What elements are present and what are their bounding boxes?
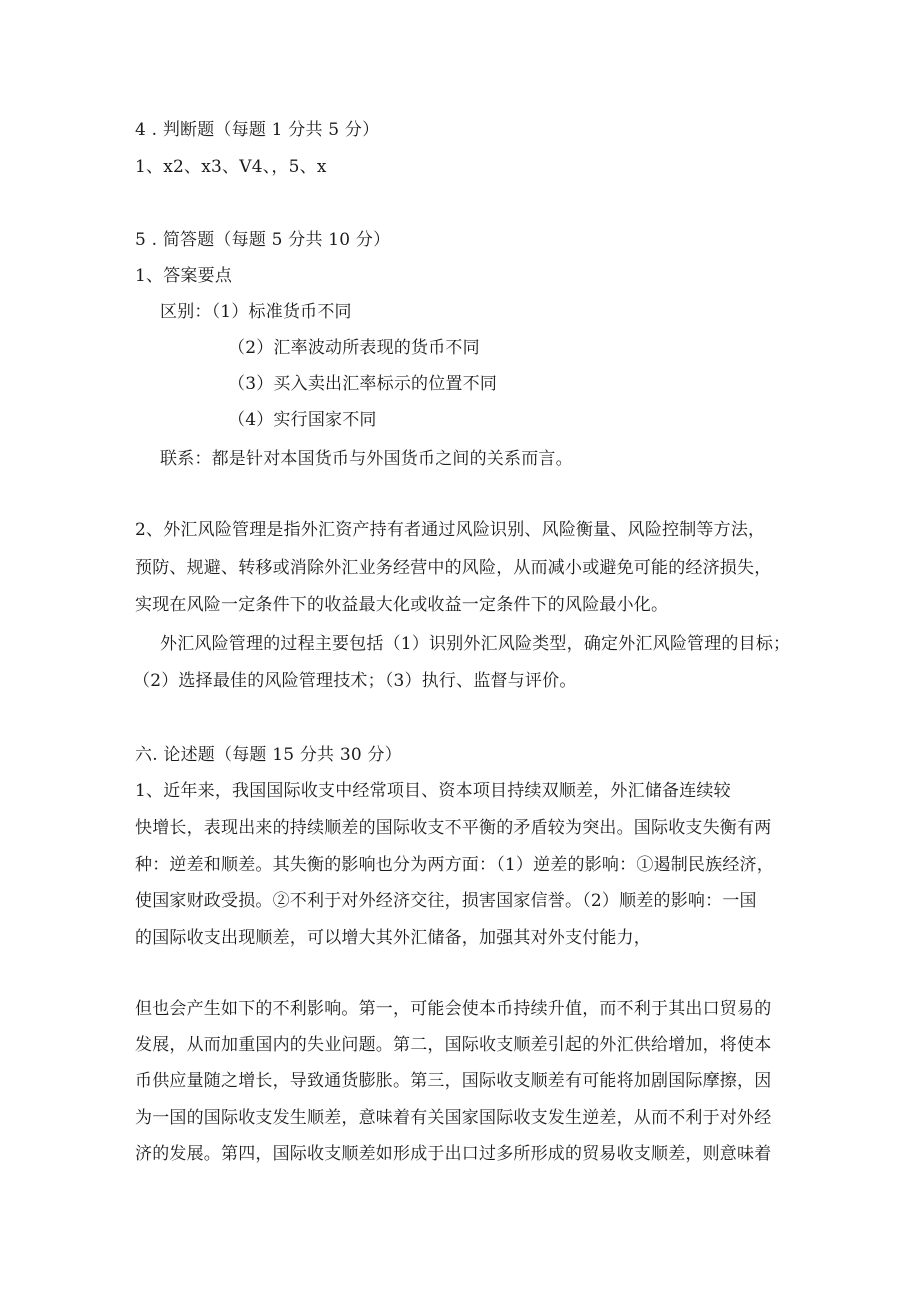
section5-q1-title: 1、答案要点 [135, 266, 233, 286]
section5-q1-diff-3: （3）买入卖出汇率标示的位置不同 [228, 374, 498, 394]
section6-q1-line-3: 种：逆差和顺差。其失衡的影响也分为两方面：（1）逆差的影响：①遏制民族经济， [135, 855, 774, 875]
section6-q1-line-10: 济的发展。第四，国际收支顺差如形成于出口过多所形成的贸易收支顺差，则意味着 [135, 1144, 772, 1164]
section4-answers: 1、x2、x3、V4、，5、x [135, 157, 327, 177]
section5-q2-line-2: 预防、规避、转移或消除外汇业务经营中的风险，从而减小或避免可能的经济损失， [135, 558, 772, 578]
section5-heading: 5 . 简答题（每题 5 分共 10 分） [135, 230, 391, 250]
section6-q1-line-9: 为一国的国际收支发生顺差，意味着有关国家国际收支发生逆差，从而不利于对外经 [135, 1108, 772, 1128]
section6-q1-line-6: 但也会产生如下的不利影响。第一，可能会使本币持续升值，而不利于其出口贸易的 [135, 999, 772, 1019]
section6-q1-line-7: 发展，从而加重国内的失业问题。第二，国际收支顺差引起的外汇供给增加，将使本 [135, 1035, 772, 1055]
section5-q2-line-5: （2）选择最佳的风险管理技术；（3）执行、监督与评价。 [133, 671, 577, 691]
section6-q1-line-2: 快增长，表现出来的持续顺差的国际收支不平衡的矛盾较为突出。国际收支失衡有两 [135, 818, 772, 838]
section6-q1-line-5: 的国际收支出现顺差，可以增大其外汇储备，加强其对外支付能力， [135, 928, 651, 948]
section6-heading: 六. 论述题（每题 15 分共 30 分） [135, 745, 402, 765]
section6-q1-line-4: 使国家财政受损。②不利于对外经济交往，损害国家信誉。（2）顺差的影响：一国 [135, 891, 757, 911]
section5-q1-diff-4: （4）实行国家不同 [228, 410, 377, 430]
section6-q1-line-8: 币供应量随之增长，导致通货膨胀。第三，国际收支顺差有可能将加剧国际摩擦，因 [135, 1071, 772, 1091]
section5-q1-diff-1: 区别：（1）标准货币不同 [160, 302, 352, 322]
section5-q2-line-1: 2、外汇风险管理是指外汇资产持有者通过风险识别、风险衡量、风险控制等方法， [135, 520, 766, 540]
section5-q2-line-3: 实现在风险一定条件下的收益最大化或收益一定条件下的风险最小化。 [135, 595, 669, 615]
section4-heading: 4 . 判断题（每题 1 分共 5 分） [135, 120, 380, 140]
section5-q1-relation: 联系：都是针对本国货币与外国货币之间的关系而言。 [160, 449, 573, 469]
section6-q1-line-1: 1、近年来，我国国际收支中经常项目、资本项目持续双顺差，外汇储备连续较 [135, 781, 731, 801]
section5-q1-diff-2: （2）汇率波动所表现的货币不同 [228, 338, 480, 358]
section5-q2-line-4: 外汇风险管理的过程主要包括（1）识别外汇风险类型，确定外汇风险管理的目标； [160, 634, 791, 654]
